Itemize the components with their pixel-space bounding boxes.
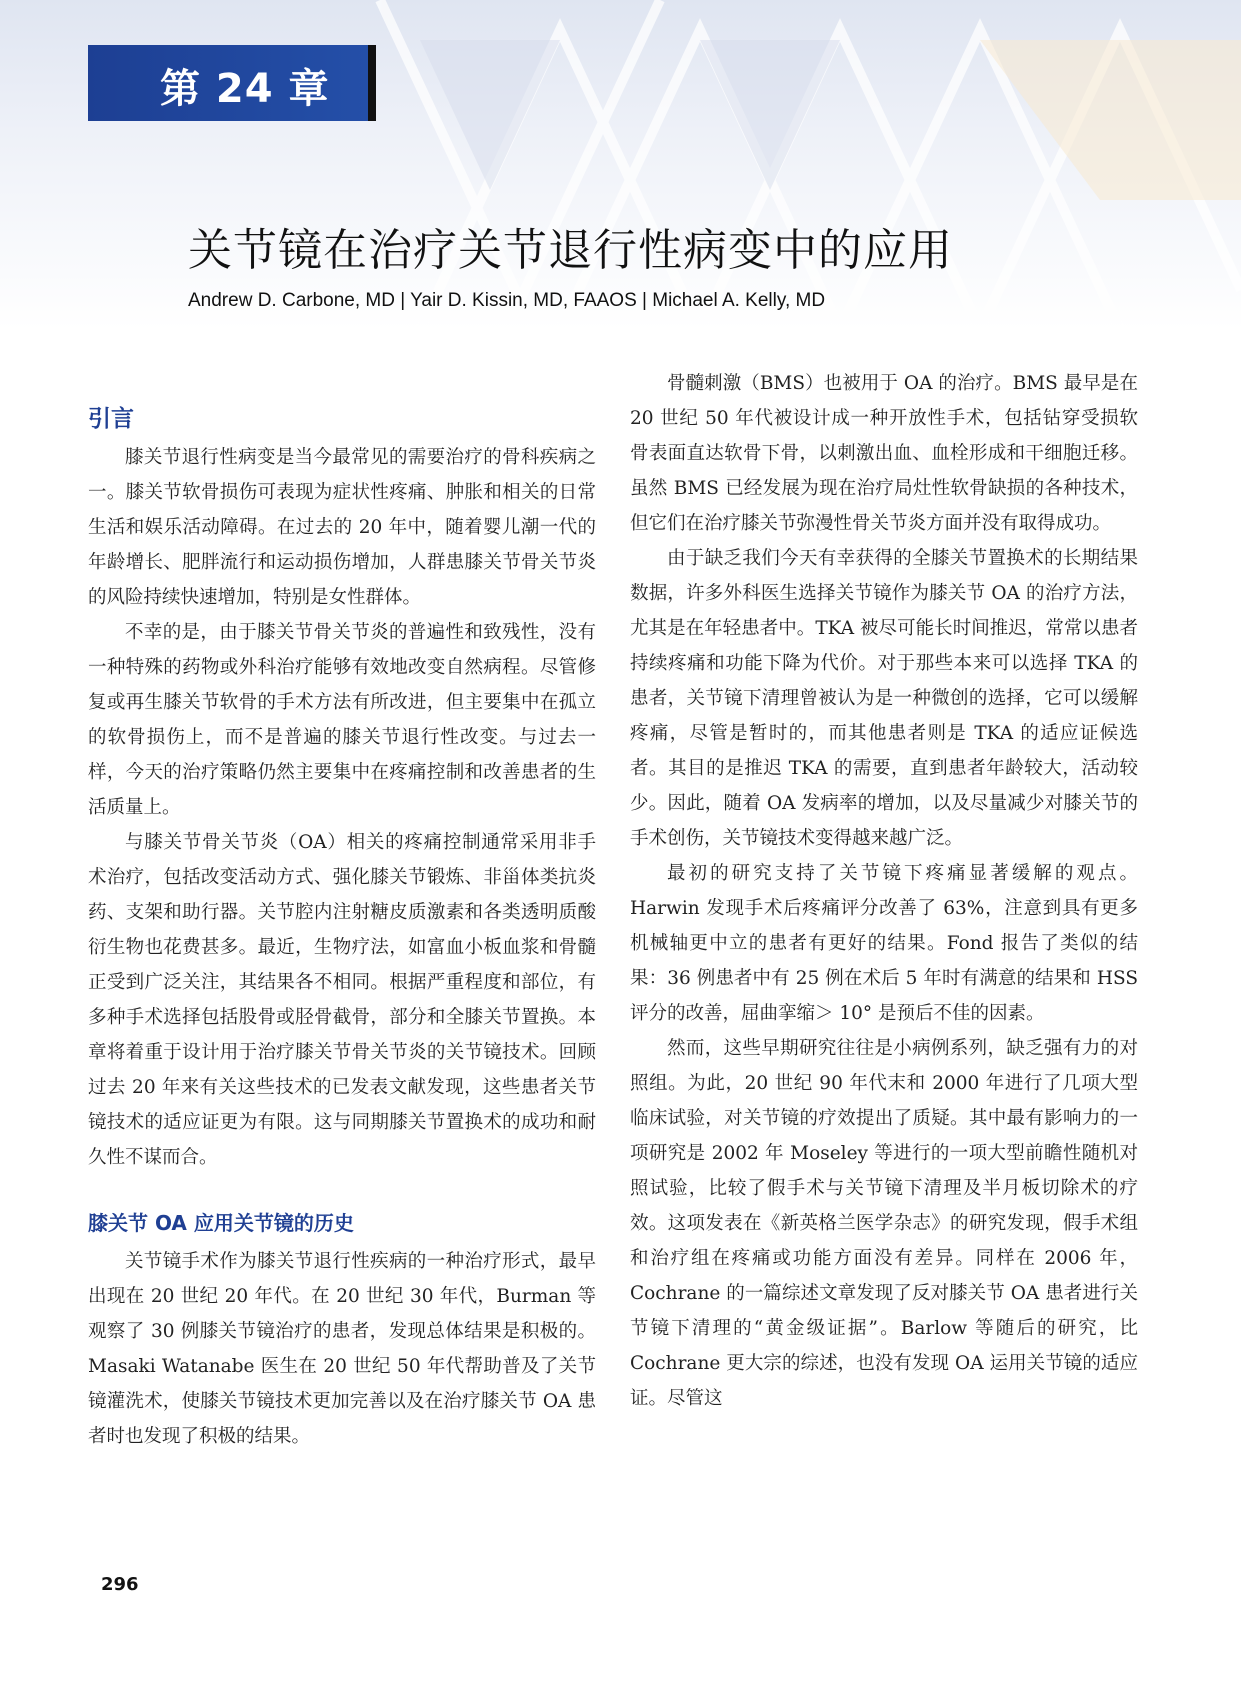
- intro-heading: 引言: [88, 406, 134, 432]
- intro-paragraph-2: 不幸的是，由于膝关节骨关节炎的普遍性和致残性，没有一种特殊的药物或外科治疗能够有效地改变自然病程。尽管修复或再生膝关节软骨的手术方法有所改进，但主要集中在孤立的软骨损伤上，而不是普遍的膝关节退行性改变。与过去一样，今天的治疗策略仍然主要集中在疼痛控制和改善患者的生活质量上。: [88, 622, 596, 818]
- left-column: [88, 440, 596, 1454]
- right-paragraph-2: 由于缺乏我们今天有幸获得的全膝关节置换术的长期结果数据，许多外科医生选择关节镜作为膝关节 OA 的治疗方法，尤其是在年轻患者中。TKA 被尽可能长时间推迟，常常以患者持续疼痛和功能下降为代价。对于那些本来可以选择 TKA 的患者，关节镜下清理曾被认为是一种微创的选择，它可以缓解疼痛，尽管是暂时的，而其他患者则是 TKA 的适应证候选者。其目的是推迟 TKA 的需要，直到患者年龄较大，活动较少。因此，随着 OA 发病率的增加，以及尽量减少对膝关节的手术创伤，关节镜技术变得越来越广泛。: [630, 548, 1138, 849]
- right-paragraph-3: 最初的研究支持了关节镜下疼痛显著缓解的观点。Harwin 发现手术后疼痛评分改善了 63%，注意到具有更多机械轴更中立的患者有更好的结果。Fond 报告了类似的结果：36 例患者中有 25 例在术后 5 年时有满意的结果和 HSS 评分的改善，屈曲挛缩＞ 10° 是预后不佳的因素。: [630, 863, 1138, 1024]
- authors-line: Andrew D. Carbone, MD | Yair D. Kissin, MD, FAAOS | Michael A. Kelly, MD: [188, 290, 826, 311]
- intro-paragraph-3: 与膝关节骨关节炎（OA）相关的疼痛控制通常采用非手术治疗，包括改变活动方式、强化膝关节锻炼、非甾体类抗炎药、支架和助行器。关节腔内注射糖皮质激素和各类透明质酸衍生物也花费甚多。最近，生物疗法，如富血小板血浆和骨髓正受到广泛关注，其结果各不相同。根据严重程度和部位，有多种手术选择包括股骨或胫骨截骨，部分和全膝关节置换。本章将着重于设计用于治疗膝关节骨关节炎的关节镜技术。回顾过去 20 年来有关这些技术的已发表文献发现，这些患者关节镜技术的适应证更为有限。这与同期膝关节置换术的成功和耐久性不谋而合。: [88, 832, 596, 1168]
- chapter-title: 关节镜在治疗关节退行性病变中的应用: [188, 225, 953, 276]
- intro-paragraph-1: 膝关节退行性病变是当今最常见的需要治疗的骨科疾病之一。膝关节软骨损伤可表现为症状性疼痛、肿胀和相关的日常生活和娱乐活动障碍。在过去的 20 年中，随着婴儿潮一代的年龄增长、肥胖流行和运动损伤增加，人群患膝关节骨关节炎的风险持续快速增加，特别是女性群体。: [88, 447, 596, 608]
- chapter-tab: [88, 45, 376, 121]
- right-paragraph-4: 然而，这些早期研究往往是小病例系列，缺乏强有力的对照组。为此，20 世纪 90 年代末和 2000 年进行了几项大型临床试验，对关节镜的疗效提出了质疑。其中最有影响力的一项研究是 2002 年 Moseley 等进行的一项大型前瞻性随机对照试验，比较了假手术与关节镜下清理及半月板切除术的疗效。这项发表在《新英格兰医学杂志》的研究发现，假手术组和治疗组在疼痛或功能方面没有差异。同样在 2006 年，Cochrane 的一篇综述文章发现了反对膝关节 OA 患者进行关节镜下清理的“黄金级证据”。Barlow 等随后的研究，比 Cochrane 更大宗的综述，也没有发现 OA 运用关节镜的适应证。尽管这: [630, 1038, 1138, 1409]
- history-heading: 膝关节 OA 应用关节镜的历史: [88, 1211, 354, 1235]
- chapter-label: 第 24 章: [160, 66, 330, 112]
- right-paragraph-1: 骨髓刺激（BMS）也被用于 OA 的治疗。BMS 最早是在 20 世纪 50 年代被设计成一种开放性手术，包括钻穿受损软骨表面直达软骨下骨，以刺激出血、血栓形成和干细胞迁移。虽然 BMS 已经发展为现在治疗局灶性软骨缺损的各种技术，但它们在治疗膝关节弥漫性骨关节炎方面并没有取得成功。: [630, 373, 1138, 534]
- page-number: 296: [101, 1574, 139, 1595]
- history-paragraph-1: 关节镜手术作为膝关节退行性疾病的一种治疗形式，最早出现在 20 世纪 20 年代。在 20 世纪 30 年代，Burman 等观察了 30 例膝关节镜治疗的患者，发现总体结果是积极的。Masaki Watanabe 医生在 20 世纪 50 年代帮助普及了关节镜灌洗术，使膝关节镜技术更加完善以及在治疗膝关节 OA 患者时也发现了积极的结果。: [88, 1251, 596, 1447]
- right-column: [630, 366, 1138, 1416]
